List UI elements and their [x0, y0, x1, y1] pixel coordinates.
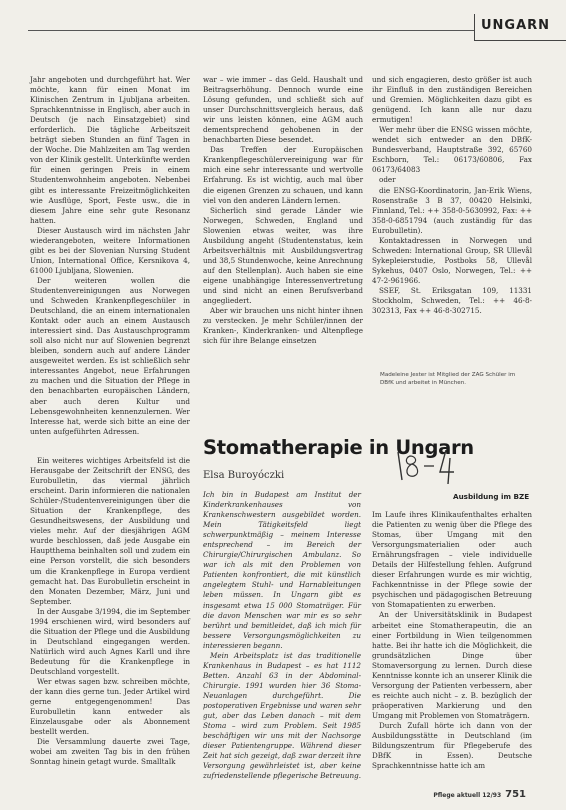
column-3-bottom — [372, 510, 532, 771]
article-title: Stomatherapie in Ungarn — [203, 436, 474, 459]
journal-name: Pflege aktuell 12/93 — [433, 792, 502, 799]
paragraph: Durch Zufall hörte ich dann von der Ausbildungsstätte in Deutschland (im Bildungszentrum für Pflegeberufe des DBfK in Essen). Deutsche Sprachkenntnisse hatte ich am — [372, 720, 532, 771]
column-1-top — [30, 75, 190, 437]
paragraph: Sicherlich sind gerade Länder wie Norwegen, Schweden, England und Slowenien etwas weiter, was ihre Ausbildung angeht (Studentenstatus, kein Arbeitsverhältnis mit Ausbildungsvertrag und 38,5 Stundenwoche, keine Anrechnung auf den Stellenplan). Auch haben sie eine eigene unabhängige Interessenvertretung und sind nicht an einen Berufsverband angegliedert. — [203, 205, 363, 306]
paragraph: Mein Arbeitsplatz ist das traditionelle Krankenhaus in Budapest – es hat 1112 Betten. Anzahl 63 in der Abdominal-Chirurgie. 1991 wurden hier 36 Stoma-Neuanlagen durchgeführt. Die postoperativen Ergebnisse und waren sehr gut, aber das Leben danach – mit dem Stoma – wird zum Problem. Seit 1985 beschäftigen wir uns mit der Nachsorge dieser Patientengruppe. Während dieser Zeit hat sich gezeigt, daß zwar derzeit ihre Versorgung gewährleistet ist, aber keine zufriedenstellende pflegerische Betreuung. — [203, 650, 362, 781]
paragraph: Die Versammlung dauerte zwei Tage, wobei am zweiten Tag bis in den frühen Sonntag hinein getagt wurde. Smalltalk — [30, 737, 190, 767]
header-rule — [28, 30, 518, 31]
paragraph: oder — [379, 175, 396, 185]
section-label: UNGARN — [481, 18, 551, 33]
author-caption: Madeleine Jester ist Mitglied der ZAG Schüler im DBfK und arbeitet in München. — [380, 372, 516, 386]
paragraph: An der Universitätsklinik in Budapest arbeitet eine Stomatherapeutin, die an einer Fortbildung in Wien teilgenommen hatte. Bei ihr hatte ich die Möglichkeit, die grundsätzlichen Dinge über Stomaversorgung zu lernen. Durch diese Kenntnisse konnte ich an unserer Klinik die Versorgung der Patienten verbessern, aber es reichte auch nicht – z. B. bezüglich der präoperativen Markierung und den Umgang mit Problemen von Stomaträgern. — [372, 610, 532, 720]
paragraph: Aber wir brauchen uns nicht hinter ihnen zu verstecken. Je mehr Schüler/innen der Kranken-, Kinderkranken- und Altenpflege sich für ihre Belange einsetzen — [203, 306, 363, 346]
paragraph: Dieser Austausch wird im nächsten Jahr wiederangeboten, weitere Informationen gibt es bei der Slovenian Nursing Student Union, International Office, Kersnikova 4, 61000 Ljubljana, Slowenien. — [30, 225, 190, 275]
paragraph: Jahr angeboten und durchgeführt hat. Wer möchte, kann für einen Monat im Klinischen Zentrum in Ljubljana arbeiten. Sprachkenntnisse in Englisch, aber auch in Deutsch (je nach Einsatzgebiet) sind erforderlich. Die tägliche Arbeitszeit beträgt sieben Stunden an fünf Tagen in der Woche. Die Mahlzeiten am Tag werden von der Klinik gestellt. Unterkünfte werden für einen geringen Preis in einem Studentenwohnheim angeboten. Nebenbei gibt es interessante Freizeitmöglichkeiten wie Ausflüge, Sport, Feste usw., die in diesem Jahre eine sehr gute Resonanz hatten. — [30, 75, 190, 225]
handwritten-note — [392, 446, 464, 488]
section-header — [474, 14, 566, 41]
column-2-top — [203, 75, 363, 346]
paragraph: SSEF, St. Eriksgatan 109, 11331 Stockholm, Schweden, Tel.: ++ 46-8-302313, Fax ++ 46-8-302715. — [372, 285, 532, 316]
paragraph: Der weiteren wollen die Studentenvereinigungen aus Norwegen und Schweden Krankenpflegeschüler in Deutschland, die an einem internationalen Kontakt oder auch an einem Austausch interessiert sind. Das Austauschprogramm soll also nicht nur auf Slowenien begrenzt bleiben, sondern auch auf andere Länder ausgeweitet werden. Es ist schließlich sehr interessantes Angebot, neue Erfahrungen zu machen und die Situation der Pflege in den benachbarten europäischen Ländern, aber auch deren Kultur und Lebensgewohnheiten kennenzulernen. Wer Interesse hat, werde sich bitte an eine der unten aufgeführten Adressen. — [30, 275, 190, 436]
paragraph: In der Ausgabe 3/1994, die im September 1994 erschienen wird, wird besonders auf die Situation der Pflege und die Ausbildung in Deutschland eingegangen werden. Natürlich wird auch Agnes Karll und ihre Bedeutung für die Krankenpflege in Deutschland vorgestellt. — [30, 606, 190, 676]
paragraph: Im Laufe ihres Klinikaufenthaltes erhalten die Patienten zu wenig über die Pflege des Stomas, über Umgang mit den Versorgungsmaterialien oder auch Ernährungsfragen – viele individuelle Details der Hilfestellung fehlen. Aufgrund dieser Erfahrungen wurde es mir wichtig, Fachkenntnisse in der Pflege sowie der psychischen und pädagogischen Betreuung von Stomapatienten zu erwerben. — [372, 510, 532, 610]
article-author: Elsa Buroyóczki — [203, 470, 285, 481]
paragraph: Wer mehr über die ENSG wissen möchte, wendet sich entweder an den DBfK-Bundesverband, Hauptstraße 392, 65760 Eschborn, Tel.: 06173/60806, Fax 06173/64083 — [372, 125, 532, 175]
column-1-bottom — [30, 456, 190, 767]
column-2-bottom-intro — [203, 490, 361, 781]
subheading: Ausbildung im BZE — [453, 492, 530, 501]
page-footer — [433, 789, 526, 800]
paragraph: Das Treffen der Europäischen Krankenpflegeschülervereinigung war für mich eine sehr interessante und wertvolle Erfahrung. Es ist wichtig, auch mal über die eigenen Grenzen zu schauen, und kann viel von den anderen Ländern lernen. — [203, 145, 363, 205]
paragraph: Wer etwas sagen bzw. schreiben möchte, der kann dies gerne tun. Jeder Artikel wird gerne entgegengenommen! Das Eurobulletin kann entweder als Einzelausgabe oder als Abonnement bestellt werden. — [30, 677, 190, 737]
paragraph: Ich bin in Budapest am Institut der Kinderkrankenhauses von Krankenschwestern ausgebildet worden. Mein Tätigkeitsfeld liegt schwerpunktmäßig – meinem Interesse entsprechend – im Bereich der Chirurgie/Chirurgischen Ambulanz. So war ich als mit den Problemen von Patienten konfrontiert, die mit künstlich angelegtem Stuhl- und Harnableitungen leben müssen. In Ungarn gibt es insgesamt etwa 15 000 Stomaträger. Für die davon Menschen war mir es so sehr berührt und bemitleidet, daß ich mich für bessere Versorgungsmöglichkeiten zu interessieren begann. — [203, 490, 361, 650]
paragraph: die ENSG-Koordinatorin, Jan-Erik Wiens, Rosenstraße 3 B 37, 00420 Helsinki, Finnland, Tel.: ++ 358-0-5630992, Fax: ++ 358-0-6851794 (auch zuständig für das Eurobulletin). — [372, 185, 532, 235]
paragraph: und sich engagieren, desto größer ist auch ihr Einfluß in den zuständigen Bereichen und Gremien. Möglichkeiten dazu gibt es genügend. Ich kann alle nur dazu ermutigen! — [372, 75, 532, 125]
paragraph: Ein weiteres wichtiges Arbeitsfeld ist die Herausgabe der Zeitschrift der ENSG, des Eurobulletin, das viermal jährlich erscheint. Darin informieren die nationalen Schüler-/Studentenvereinigungen über die Situation der Krankenpflege, des Gesundheitswesens, der Ausbildung und vieles mehr. Auf der diesjährigen AGM wurde beschlossen, daß jede Ausgabe ein Hauptthema beinhalten soll und zudem ein eine Person vorstellt, die sich besonders um die Krankenpflege in Europa verdient gemacht hat. Das Eurobulletin erscheint in den Monaten Dezember, März, Juni und September. — [30, 456, 190, 606]
column-3-top — [372, 75, 532, 316]
paragraph: Kontaktadressen in Norwegen und Schweden: International Group, SR Ullevål Sykepleierstudie, Postboks 58, Ullevål Sykehus, 0407 Oslo, Norwegen, Tel.: ++ 47-2-961966. — [372, 235, 532, 285]
paragraph: war – wie immer – das Geld. Haushalt und Beitragserhöhung. Dennoch wurde eine Lösung gefunden, und schließt sich auf unser Durchschnittsvergleich heraus, daß wir uns leisten können, eine AGM auch dementsprechend gehobenen in der benachbarten Diese besendet. — [203, 75, 363, 145]
page-number: 751 — [505, 789, 526, 800]
